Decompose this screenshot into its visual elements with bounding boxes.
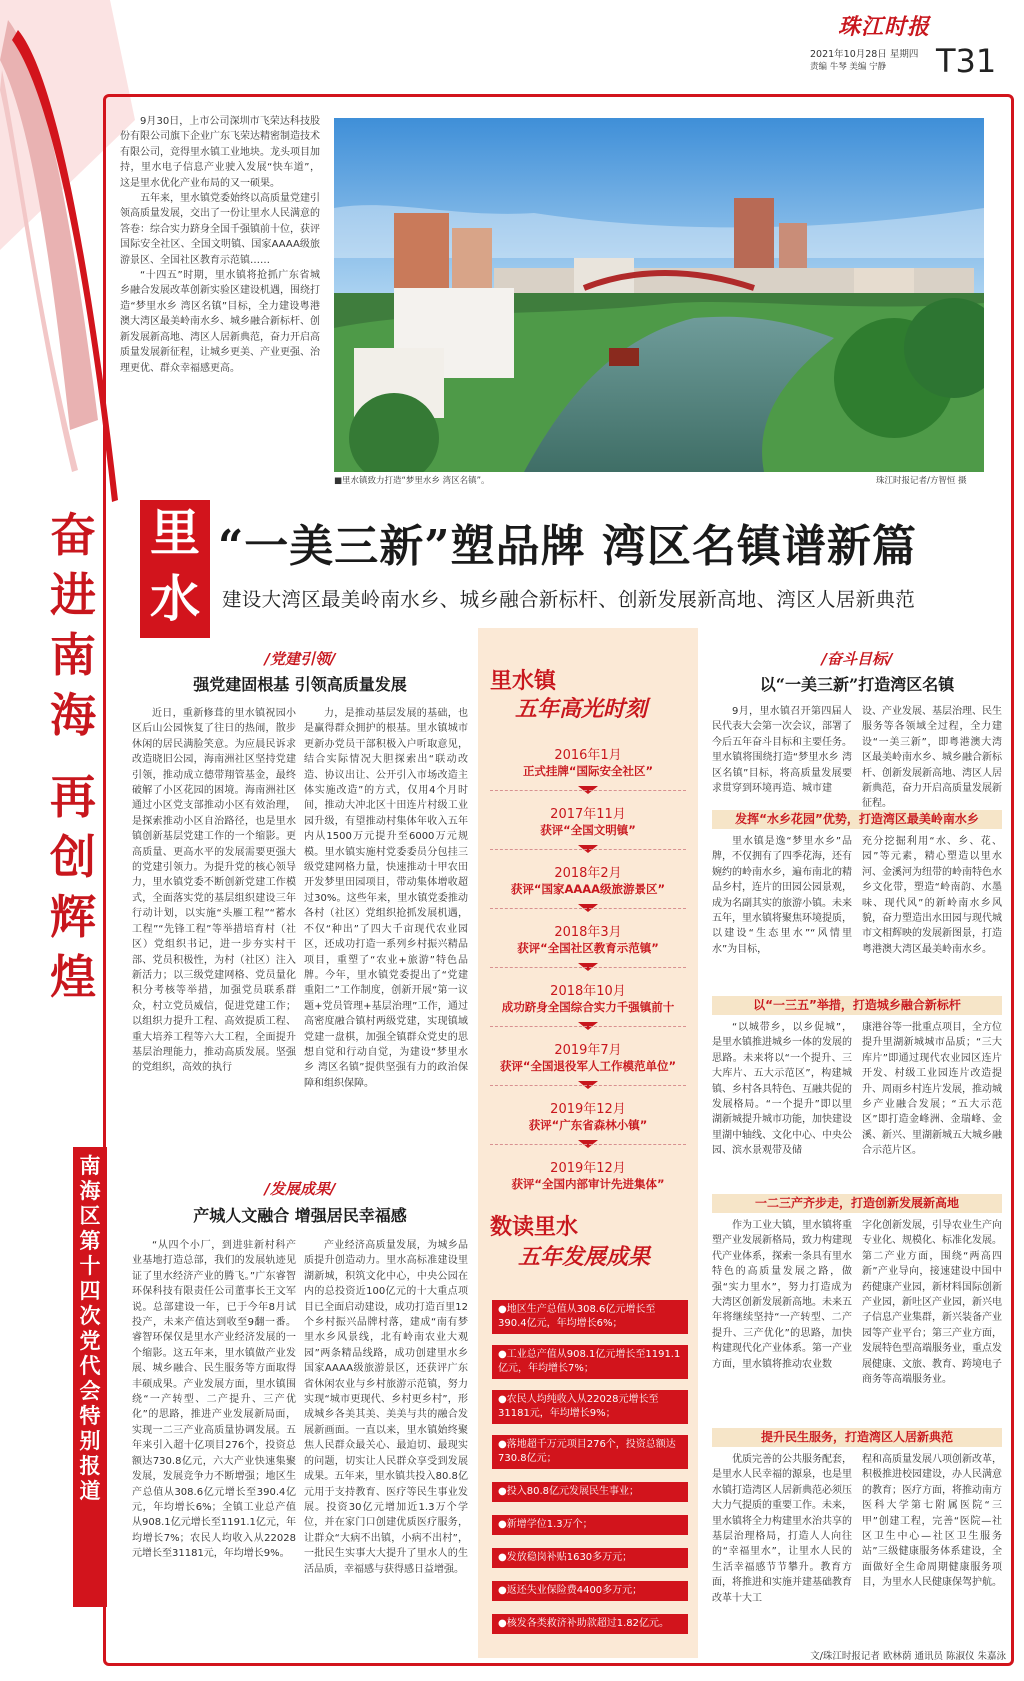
subsection-bar: 一二三产齐步走，打造创新发展新高地 bbox=[712, 1194, 1002, 1213]
timeline-item bbox=[478, 862, 698, 897]
article-column bbox=[304, 706, 468, 1091]
article-column bbox=[712, 704, 852, 796]
editors-line: 责编 牛琴 美编 宁静 bbox=[810, 62, 887, 72]
timeline-text: 获评“国家AAAA级旅游景区” bbox=[510, 882, 666, 896]
band-char: 报 bbox=[79, 1453, 101, 1478]
stat-item: ●农民人均纯收入从22028元增长至31181元，年均增长9%； bbox=[492, 1390, 688, 1424]
subsection-bar: 提升民生服务，打造湾区人居新典范 bbox=[712, 1428, 1002, 1447]
timeline-date: 2019年12月 bbox=[550, 1102, 626, 1117]
special-report-band bbox=[73, 1147, 107, 1607]
timeline-subtitle: 五年高光时刻 bbox=[515, 696, 648, 722]
article-paragraph: “以城带乡，以乡促城”，是里水镇推进城乡一体的发展的思路。未来将以“一个提升、三大库片、五大示范区”，构建城镇、乡村各具特色、互融共促的发展格局。“一个提升”即以里湖新城提升城市功能，加快建设里湖中轴线、文化中心、中央公园、滨水景观带及储 bbox=[712, 1022, 852, 1157]
article-column bbox=[862, 1452, 1002, 1591]
article-column bbox=[712, 1218, 852, 1372]
slogan-char: 南 bbox=[50, 628, 96, 682]
vertical-slogan bbox=[38, 505, 108, 1007]
intro-text bbox=[120, 114, 320, 376]
timeline-item bbox=[478, 1098, 698, 1133]
timeline-divider bbox=[490, 849, 686, 850]
subsection-bar: 发挥“水乡花园”优势，打造湾区最美岭南水乡 bbox=[712, 810, 1002, 829]
subheadline: 建设大湾区最美岭南水乡、城乡融合新标杆、创新发展新高地、湾区人居新典范 bbox=[222, 588, 916, 611]
masthead: 珠江时报 bbox=[838, 14, 931, 40]
article-paragraph: 字化创新发展，引导农业生产向专业化、规模化、标准化发展。第二产业方面，围绕“两高四新”产业导向，接速建设中国中药健康产业园，新材料国际创新产业园，新吐区产业园，新兴电子信息产业集群，新兴装备产业园等产业平台；第三产业方面，发展特色型高端服务业，重点发展健康、文旅、教育、跨境电子商务等高端服务业。 bbox=[862, 1220, 1002, 1386]
band-char: 海 bbox=[79, 1178, 101, 1203]
subsection-bar: 以“一三五”举措，打造城乡融合新标杆 bbox=[712, 996, 1002, 1015]
article-paragraph: 里水镇是逸“梦里水乡”品牌，不仅拥有了四季花海，还有婉约的岭南水乡，遍布南北的精品乡村，连片的田园公园景观，成为名副其实的旅游小镇。未来五年，里水镇将聚焦环境提质，以建设“生态里水”“风情里水”为目标， bbox=[712, 836, 852, 955]
article-paragraph: 近日，重新修葺的里水镇祝园小区后山公园恢复了往日的热闹，散步休闲的居民满脸笑意。为应晨民诉求改造晓旧公园，海南洲社区坚持党建引领，推动成立德带翔管基金，最终破解了小区花园的困境。海南洲社区通过小区党支部推动小区有效治理，是探索推动小区自治路径，也是里水镇创新基层党建工作的一个缩影。更高质量、更高水平的发展需要更强大的党建引领力。为提升党的核心领导力，里水镇党委不断创新党建工作模式，全面落实党的基层组织建设三年行动计划，以实施“头雁工程”“蓄水工程”“先锋工程”等举措培育村（社区）党组织书记，进一步夯实村干部、党员积极性，为村（社区）注入新活力；以三级党建网格、党员量化积分考核等举措，加强党员联系群众，村立党员威信，促进党建工作；以组织力提升工程、高效提质工程、重大培养工程等六大工程，全面提升基层治理能力，推动高质发展。坚强的党组织，高效的执行 bbox=[132, 708, 296, 1074]
timeline-divider bbox=[490, 1085, 686, 1086]
timeline-date: 2018年2月 bbox=[554, 866, 622, 881]
article-paragraph: 优质完善的公共服务配套，是里水人民幸福的源泉，也是里水镇打造湾区人居新典范必须压大力气提质的重要工作。未来，里水镇将全力构建里水治共享的基层治理格局，打造人人向往的“幸福里水”，让里水人民的生活幸福感节节攀升。教育方面，将推进和实施并建基础教育改革十大工 bbox=[712, 1454, 852, 1604]
article-column bbox=[712, 1452, 852, 1606]
stat-item: ●工业总产值从908.1亿元增长至1191.1亿元，年均增长7%； bbox=[492, 1345, 688, 1379]
timeline-text: 获评“广东省森林小镇” bbox=[528, 1118, 648, 1132]
band-char: 特 bbox=[79, 1403, 101, 1428]
section-title: 强党建固根基 引领高质量发展 bbox=[193, 675, 407, 694]
article-column bbox=[132, 1238, 296, 1562]
byline: 文/珠江时报记者 欧林荫 通讯员 陈淑仪 朱嘉泳 bbox=[810, 1651, 1006, 1662]
article-paragraph: “从四个小厂，到进驻新村科产业基地打造总部，我们的发展轨迹见证了里水经济产业的腾飞。”广东睿智环保科技有限责任公司董事长王文军说。总部建设一年，已于今年8月试投产，未来产值达到收至9翻一番。睿智环保仅是里水产业经济发展的一个缩影。这五年来，里水镇做产业发展、城乡融合、民生服务等方面取得丰硕成果。产业发展方面，里水镇围绕“一产转型、二产提升、三产优化”的思路，推进产业发展新局面，实现一二三产业高质量协调发展。五年来引入超十亿项目276个，投资总额达730.8亿元，六大产业快速集聚发展，发展竞争力不断增强；地区生产总值从308.6亿元增长至390.4亿元，年均增长6%；全镇工业总产值从908.1亿元增长至1191.1亿元，年均增长7%；农民人均收入从22028元增长至31181元，年均增长9%。 bbox=[132, 1240, 296, 1560]
timeline-item bbox=[478, 803, 698, 838]
section-kicker: /党建引领/ bbox=[264, 650, 336, 668]
article-paragraph: 康港谷等一批重点项目，全方位提升里湖新城城市品质；“三大库片”即通过现代农业园区连片开发、村级工业园连片改造提升、周雨乡村连片发展，推动城乡产业融合发展；“五大示范区”即打造金峰洲、金瑞峰、金溪、新兴、里湖新城五大城乡融合示范片区。 bbox=[862, 1022, 1002, 1157]
timeline-date: 2018年3月 bbox=[554, 925, 622, 940]
slogan-char: 再 bbox=[50, 770, 96, 824]
band-char: 道 bbox=[79, 1478, 101, 1503]
section-title: 产城人文融合 增强居民幸福感 bbox=[193, 1206, 407, 1225]
article-column bbox=[304, 1238, 468, 1577]
timeline-item bbox=[478, 980, 698, 1015]
band-char: 区 bbox=[79, 1203, 101, 1228]
timeline-date: 2018年10月 bbox=[550, 984, 626, 999]
timeline-item bbox=[478, 1157, 698, 1192]
dateline: 2021年10月28日 星期四 bbox=[810, 49, 919, 60]
section-title: 以“一美三新”打造湾区名镇 bbox=[759, 675, 955, 694]
intro-paragraph: 9月30日，上市公司深圳市飞荣达科技股份有限公司旗下企业广东飞荣达精密制造技术有限公司，竞得里水镇工业地块。龙头项目加持，里水电子信息产业驶入发展“快车道”，这是里水优化产业布局的又一硕果。 bbox=[120, 116, 320, 189]
timeline-item bbox=[478, 744, 698, 779]
numbers-subtitle: 五年发展成果 bbox=[518, 1244, 651, 1270]
article-paragraph: 力，是推动基层发展的基础，也是赢得群众拥护的根基。里水镇城市更新办党员干部积极入户听取意见，结合实际情况大胆探索出“联动改造、协议出让、公开引入市场改造主体实施改造”的方式，仅用4个月时间，推动大冲北区十田连片村级工业园升级，有望推动村集体年收入五年内从1500万元提升至6000万元规模。里水镇实施村党委委员分包挂三级党建网格力量，快速推动十甲农田开发梦里田园项目，带动集体增收超过30%。这些年来，里水镇党委推动各村（社区）党组织抢抓发展机遇，不仅“种出”了四大千亩现代农业园区，还成功打造一系列乡村振兴精品项目，重塑了“农业+旅游”特色品牌。今年，里水镇党委提出了“党建重阳二”工作制度，创新开展“第一议题+党员管理+基层治理”工作，通过高密度融合镇村两级党建，实现镇域党建一盘棋，加强全镇群众党史的思想自觉和行动自觉，为建设“梦里水乡 湾区名镇”提供坚强有力的政治保障和组织保障。 bbox=[304, 708, 468, 1089]
stat-item: ●投入80.8亿元发展民生事业； bbox=[492, 1482, 688, 1502]
timeline-text: 获评“全国社区教育示范镇” bbox=[517, 941, 659, 955]
place-tag-char: 里 bbox=[150, 503, 200, 562]
article-paragraph: 设、产业发展、基层治理、民生服务等各领域全过程，全力建设“一美三新”，即粤港澳大湾区最美岭南水乡、城乡融合新标杆、创新发展新高地、湾区人居新典范，奋力开启高质量发展新征程。 bbox=[862, 706, 1002, 810]
band-char: 十 bbox=[79, 1253, 101, 1278]
timeline-item bbox=[478, 921, 698, 956]
timeline-text: 获评“全国文明镇” bbox=[540, 823, 636, 837]
timeline-date: 2016年1月 bbox=[554, 748, 622, 763]
slogan-char: 海 bbox=[50, 688, 96, 742]
article-column bbox=[132, 706, 296, 1076]
timeline-divider bbox=[490, 1026, 686, 1027]
slogan-char: 煌 bbox=[50, 950, 96, 1004]
article-paragraph: 程和高质量发展八项创新改革，积极推进校园建设，办人民满意的教育；医疗方面，将推动南方医科大学第七附属医院“三甲”创建工程，完善“医院—社区卫生中心—社区卫生服务站”三级健康服务体系建设，全面做好全生命周期健康服务项目，为里水人民健康保驾护航。 bbox=[862, 1454, 1002, 1589]
stat-item: ●地区生产总值从308.6亿元增长至390.4亿元，年均增长6%； bbox=[492, 1300, 688, 1334]
timeline-divider bbox=[490, 967, 686, 968]
photo-caption: ■里水镇致力打造“梦里水乡 湾区名镇”。 bbox=[334, 476, 490, 486]
timeline-title: 里水镇 bbox=[490, 668, 557, 694]
timeline-text: 成功跻身全国综合实力千强镇前十 bbox=[501, 1000, 675, 1014]
timeline-divider bbox=[490, 790, 686, 791]
town-photo bbox=[334, 118, 984, 472]
slogan-char: 奋 bbox=[50, 508, 96, 562]
section-kicker: /奋斗目标/ bbox=[821, 650, 893, 668]
headline: “一美三新”塑品牌 湾区名镇谱新篇 bbox=[218, 521, 917, 572]
intro-paragraph: “十四五”时期，里水镇将抢抓广东省城乡融合发展改革创新实验区建设机遇，围绕打造“梦里水乡 湾区名镇”目标，全力建设粤港澳大湾区最美岭南水乡、城乡融合新标杆、创新发展新高地、湾区人居新典范，奋力开启高质量发展新征程，让城乡更美、产业更强、治理更优、群众幸福感更高。 bbox=[120, 270, 320, 374]
article-column bbox=[862, 1020, 1002, 1159]
band-char: 代 bbox=[79, 1353, 101, 1378]
timeline-text: 正式挂牌“国际安全社区” bbox=[522, 764, 654, 778]
article-paragraph: 充分挖掘利用“水、乡、花、园”等元素，精心塑造以里水河、金溪河为纽带的岭南特色水乡文化带，塑造“岭南韵、水墨味、现代风”的新岭南水乡风貌，奋力塑造出水田园与现代城市文相辉映的发展新图景，打造粤港澳大湾区最美岭南水乡。 bbox=[862, 836, 1002, 955]
band-char: 别 bbox=[79, 1428, 101, 1453]
article-column bbox=[862, 704, 1002, 812]
timeline-text: 获评“全国退役军人工作模范单位” bbox=[499, 1059, 677, 1073]
band-char: 四 bbox=[79, 1278, 101, 1303]
stat-item: ●发放稳岗补贴1630多万元； bbox=[492, 1548, 688, 1568]
article-column bbox=[712, 1020, 852, 1159]
band-char: 会 bbox=[79, 1378, 101, 1403]
section-kicker: /发展成果/ bbox=[264, 1180, 336, 1198]
timeline-divider bbox=[490, 1144, 686, 1145]
stat-item: ●核发各类救济补助款超过1.82亿元。 bbox=[492, 1614, 688, 1634]
photo-credit: 珠江时报记者/方智恒 摄 bbox=[876, 476, 967, 486]
intro-paragraph: 五年来，里水镇党委始终以高质量党建引领高质量发展，交出了一份让里水人民满意的答卷：综合实力跻身全国千强镇前十位，获评国际安全社区、全国文明镇、国家AAAA级旅游景区、全国社区教育示范镇…… bbox=[120, 193, 320, 266]
article-column bbox=[862, 1218, 1002, 1387]
stat-item: ●落地超千万元项目276个，投资总额达730.8亿元； bbox=[492, 1435, 688, 1469]
timeline-text: 获评“全国内部审计先进集体” bbox=[511, 1177, 665, 1191]
band-char: 南 bbox=[79, 1153, 101, 1178]
article-paragraph: 产业经济高质量发展，为城乡品质提升创造动力。里水高标准建设里湖新城，积筑文化中心，中央公园在内的总投资近100亿元的十大重点项目已全面启动建设，成功打造百里12个乡村振兴品牌村落，建成“南有梦里水乡风景线，北有岭南农业大观园”两条精品线路，成功创建里水乡国家AAAA级旅游景区，还获评广东省休闲农业与乡村旅游示范镇，努力实现“城市更现代、乡村更乡村”，形成城乡各美其美、美美与共的融合发展新画面。一直以来，里水镇始终聚焦人民群众最关心、最迫切、最现实的问题，切实让人民群众享受到发展成果。五年来，里水镇共投入80.8亿元用于支持教育、医疗等民生事业发展。投资30亿元增加近1.3万个学位，并在家门口创建优质医疗服务，让群众“大病不出镇，小病不出村”，一批民生实事大大提升了里水人的生活品质，幸福感与获得感日益增强。 bbox=[304, 1240, 468, 1575]
article-column bbox=[862, 834, 1002, 957]
stat-item: ●返还失业保险费4400多万元； bbox=[492, 1581, 688, 1601]
slogan-char: 辉 bbox=[50, 890, 96, 944]
timeline-date: 2019年7月 bbox=[554, 1043, 622, 1058]
timeline-item bbox=[478, 1039, 698, 1074]
timeline-divider bbox=[490, 908, 686, 909]
article-paragraph: 作为工业大镇，里水镇将重塑产业发展新格局，致力构建现代产业体系，探索一条具有里水特色的高质量发展之路，做强“实力里水”，努力打造成为大湾区创新发展新高地。未来五年将继续坚持“一产转型、二产提升、三产优化”的思路，加快构建现代化产业体系。第一产业方面，里水镇将推动农业数 bbox=[712, 1220, 852, 1370]
slogan-char: 进 bbox=[50, 568, 96, 622]
place-tag-char: 水 bbox=[150, 569, 200, 628]
timeline-date: 2019年12月 bbox=[550, 1161, 626, 1176]
band-char: 第 bbox=[79, 1228, 101, 1253]
stat-item: ●新增学位1.3万个； bbox=[492, 1515, 688, 1535]
band-char: 次 bbox=[79, 1303, 101, 1328]
place-tag bbox=[140, 500, 210, 638]
numbers-title: 数读里水 bbox=[490, 1214, 579, 1240]
article-column bbox=[712, 834, 852, 957]
slogan-char: 创 bbox=[50, 830, 96, 884]
band-char: 党 bbox=[79, 1328, 101, 1353]
article-paragraph: 9月，里水镇召开第四届人民代表大会第一次会议，部署了今后五年奋斗目标和主要任务。里水镇将围绕打造“梦里水乡 湾区名镇”目标，将高质量发展要求贯穿到环境再造、城市建 bbox=[712, 706, 852, 795]
timeline-date: 2017年11月 bbox=[550, 807, 626, 822]
page-number: T31 bbox=[936, 42, 997, 80]
